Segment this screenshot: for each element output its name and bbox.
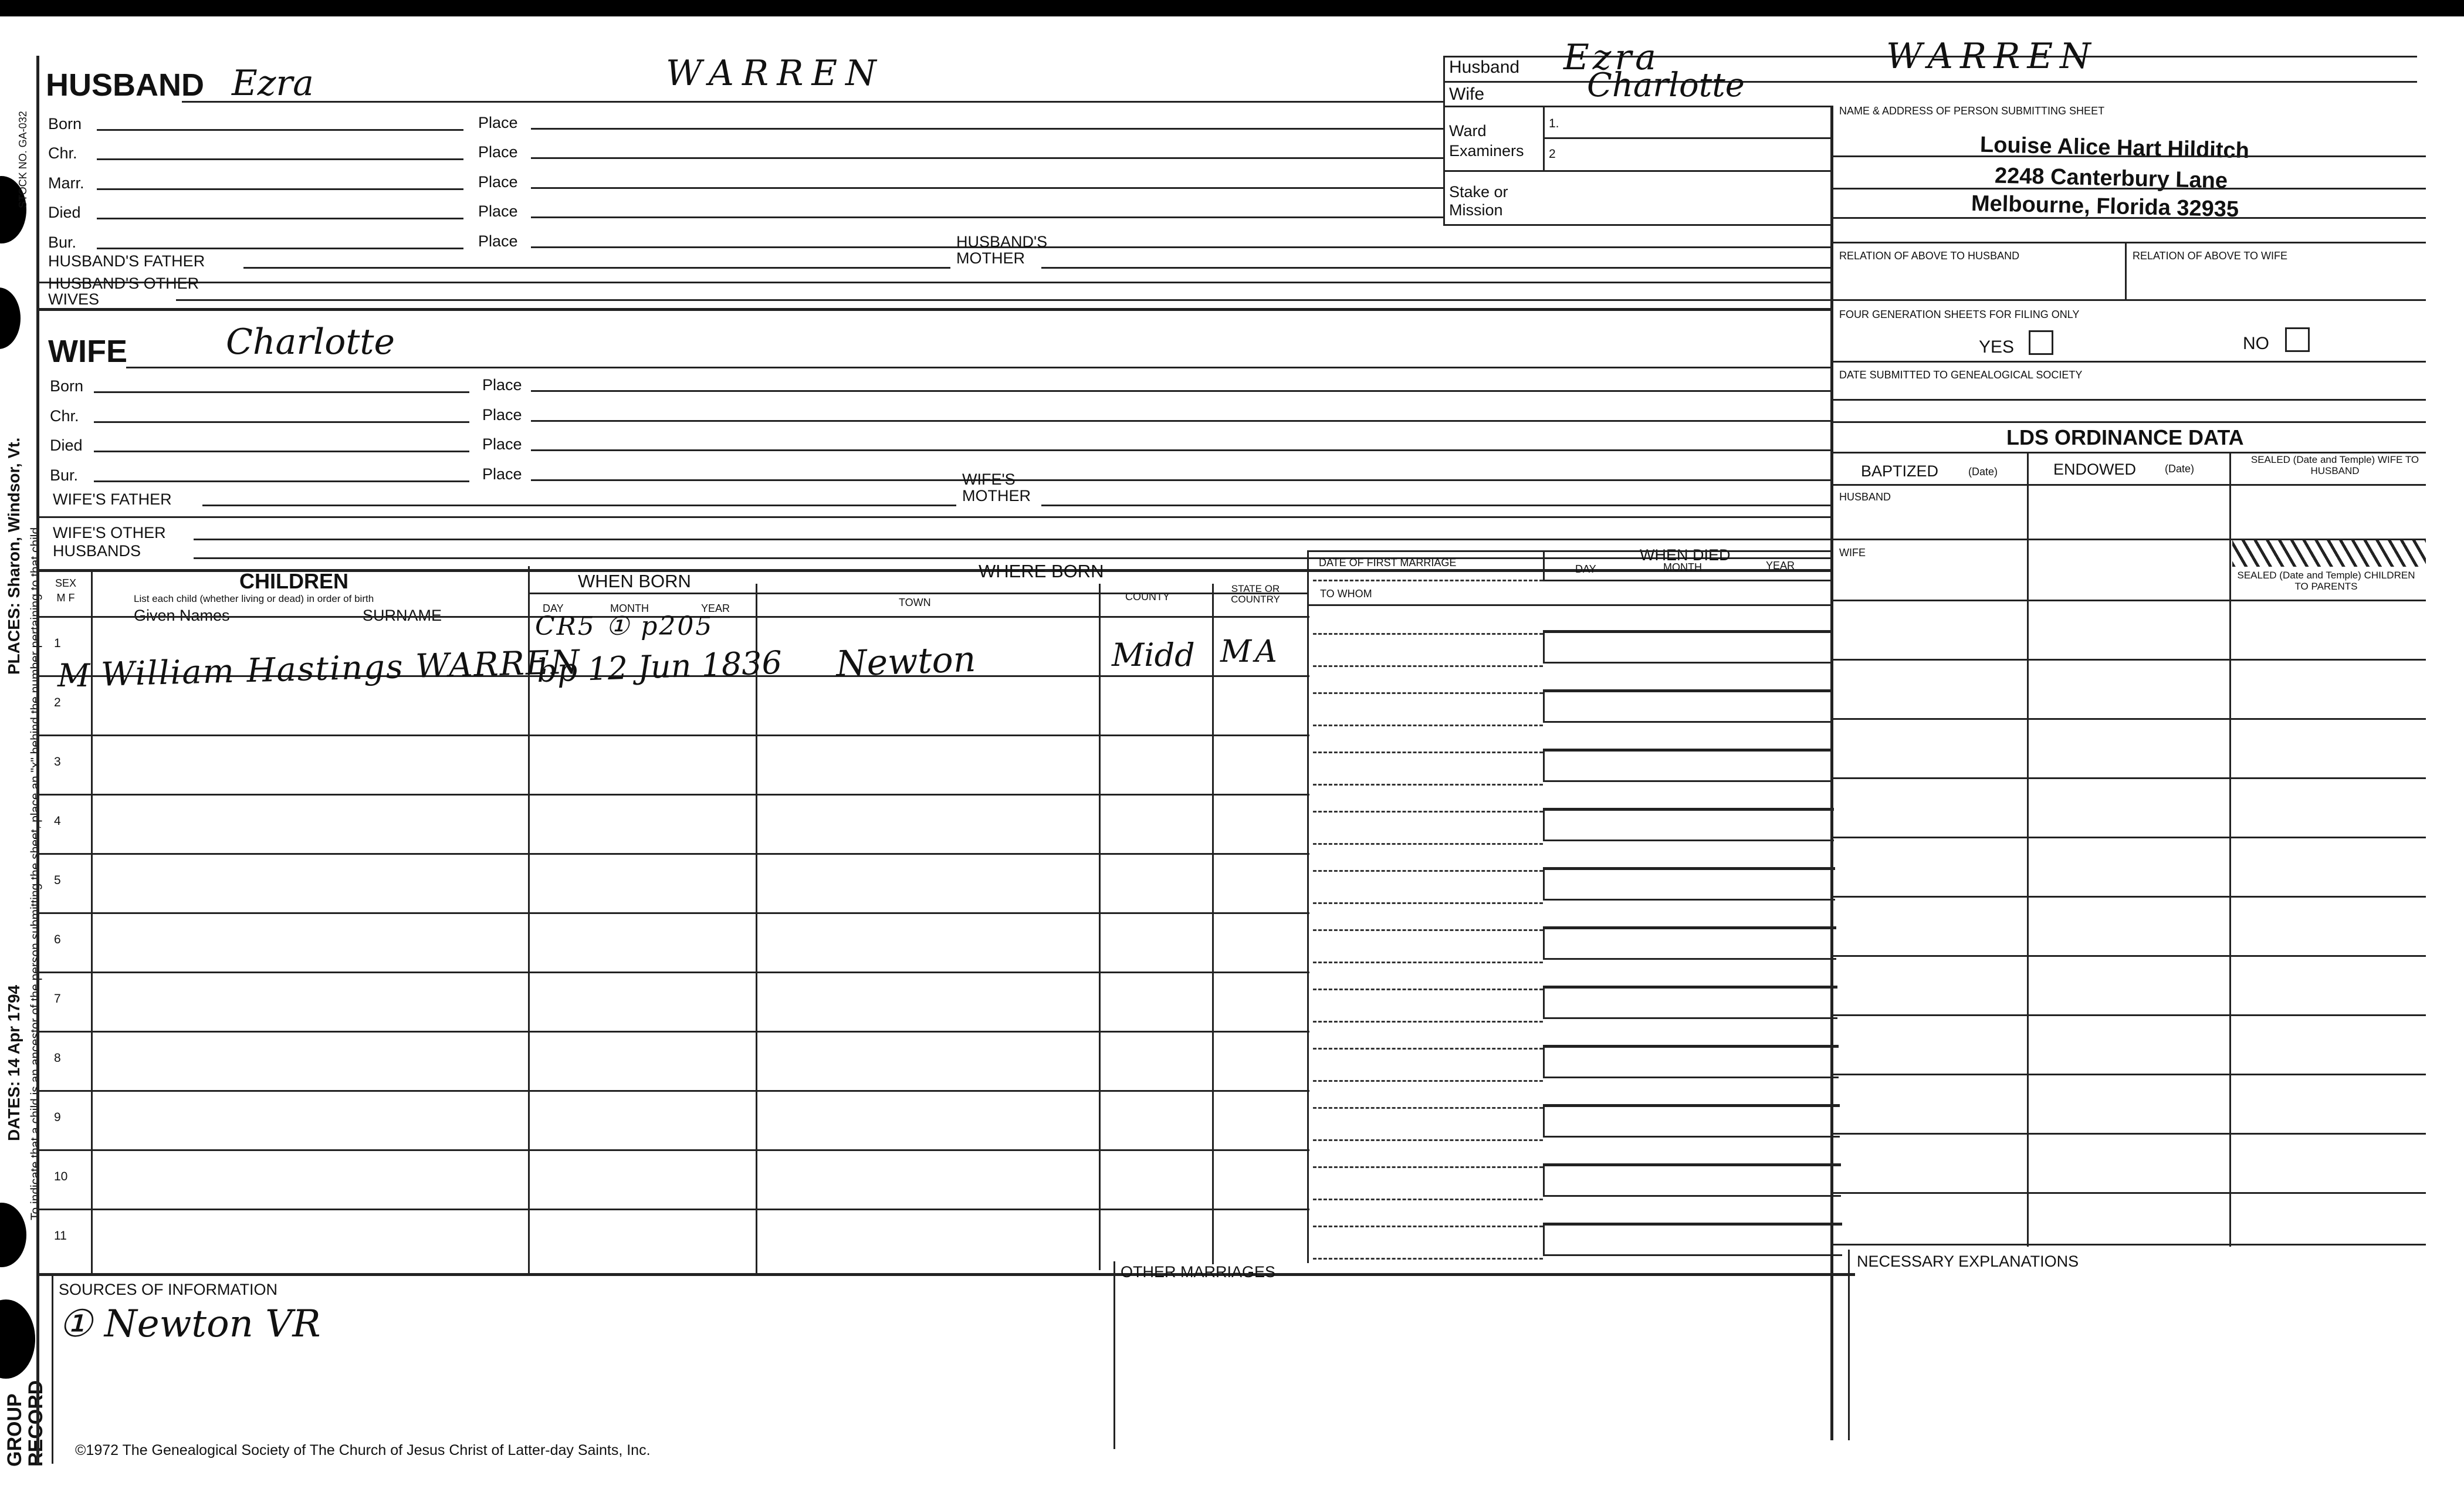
child-1-county: Midd <box>1112 637 1195 673</box>
child-row-line <box>36 1209 1309 1210</box>
lds-row-line <box>1833 1074 2426 1075</box>
when-born-label: WHEN BORN <box>578 571 691 591</box>
footer-top-line <box>36 1273 1855 1276</box>
husband-event-label: Bur. <box>48 233 77 251</box>
child-row-number: 2 <box>54 696 61 709</box>
lds-bottom-line <box>1833 1244 2426 1245</box>
wife-other-husbands-label: WIFE'S OTHER HUSBANDS <box>53 524 166 560</box>
sealed-children-label: SEALED (Date and Temple) CHILDREN TO PARENTS <box>2237 570 2415 592</box>
header-line <box>1308 604 1833 606</box>
husband-mother-label: HUSBAND'S MOTHER <box>956 233 1048 268</box>
relation-wife-label: RELATION OF ABOVE TO WIFE <box>2133 250 2288 262</box>
wife-place-label: Place <box>482 465 522 483</box>
state-label: STATE OR COUNTRY <box>1231 583 1280 605</box>
date-submitted-label: DATE SUBMITTED TO GENEALOGICAL SOCIETY <box>1839 369 2083 381</box>
died-line <box>1543 867 1835 870</box>
stock-number: STOCK NO. GA-032 <box>17 111 29 208</box>
husband-event-label: Born <box>48 115 82 133</box>
husband-event-label: Marr. <box>48 174 84 192</box>
examiners-label: Examiners <box>1449 142 1524 160</box>
marriage-dash <box>1313 1258 1543 1260</box>
dates-note: DATES: 14 Apr 1794 <box>5 984 23 1141</box>
husband-place-line <box>531 246 1830 248</box>
died-bracket <box>1543 1104 1545 1136</box>
marriage-dash <box>1313 692 1543 694</box>
marriage-dash <box>1313 784 1543 786</box>
right-column-border <box>1830 106 1833 1440</box>
sealed-wife-hatch <box>2232 539 2426 567</box>
wife-place-label: Place <box>482 406 522 424</box>
wife-given-name: Charlotte <box>226 321 395 363</box>
child-1-state: MA <box>1220 634 1281 669</box>
husband-given-name: Ezra <box>232 63 314 104</box>
husband-event-label: Died <box>48 204 81 221</box>
husband-place-line <box>531 187 1443 189</box>
no-checkbox[interactable] <box>2285 327 2310 352</box>
divider <box>36 282 1832 283</box>
wife-event-label: Chr. <box>50 407 79 425</box>
ward-wife-value: Charlotte <box>1587 66 1745 104</box>
died-line <box>1543 689 1832 692</box>
died-bracket <box>1543 926 1545 958</box>
died-month-label: MONTH <box>1663 561 1702 573</box>
died-line <box>1543 1195 1841 1197</box>
ward-husband-label: Husband <box>1449 57 1520 77</box>
lds-col-divider <box>2229 452 2231 1247</box>
husband-heading: HUSBAND <box>46 67 204 103</box>
lds-col-divider <box>2027 452 2029 1247</box>
binder-hole <box>0 1203 26 1267</box>
submitter-line-2: 2248 Canterbury Lane <box>1994 163 2228 194</box>
divider <box>1833 361 2426 363</box>
lds-husband-label: HUSBAND <box>1839 491 1891 503</box>
husband-place-label: Place <box>478 173 518 191</box>
stake-label: Stake or Mission <box>1449 183 1508 219</box>
ward-husband-given: Ezra <box>1563 37 1660 78</box>
died-line <box>1543 1077 1839 1078</box>
husband-place-label: Place <box>478 202 518 220</box>
husband-place-line <box>531 157 1443 159</box>
lds-title: LDS ORDINANCE DATA <box>2006 425 2244 449</box>
wife-event-date-line <box>94 391 469 393</box>
header-line <box>528 593 1308 594</box>
divider <box>1833 484 2426 486</box>
marriage-dash <box>1313 989 1543 990</box>
child-row-line <box>36 1149 1309 1151</box>
husband-place-line <box>531 128 1443 130</box>
child-row-number: 10 <box>54 1170 68 1183</box>
lds-row-line <box>1833 600 2426 601</box>
other-marriages-label: OTHER MARRIAGES <box>1121 1263 1276 1281</box>
died-bracket <box>1543 808 1545 840</box>
col-born-divider <box>756 584 757 1273</box>
baptized-date-label: (Date) <box>1968 466 1998 478</box>
yes-checkbox[interactable] <box>2029 330 2053 355</box>
ward-wife-label: Wife <box>1449 84 1484 104</box>
wife-place-line <box>531 390 1830 392</box>
husband-event-date-line <box>97 158 463 160</box>
endowed-label: ENDOWED <box>2053 461 2136 478</box>
lds-row-line <box>1833 718 2426 720</box>
marriage-dash <box>1313 870 1543 872</box>
wife-event-label: Died <box>50 436 83 454</box>
child-row-number: 4 <box>54 814 61 828</box>
born-day-label: DAY <box>543 603 564 614</box>
examiner-num-1: 1. <box>1549 117 1559 130</box>
no-label: NO <box>2243 334 2269 353</box>
ancestor-instruction: To indicate that a child is an ancestor of the person submitting the sheet, place an "x" behind the number pertaining to that child <box>29 527 42 1220</box>
where-born-label: WHERE BORN <box>979 561 1104 581</box>
marriage-dash <box>1313 1139 1543 1141</box>
marriage-dash <box>1313 843 1543 845</box>
lds-row-line <box>1833 1014 2426 1016</box>
child-row-line <box>36 1031 1309 1033</box>
when-died-label: WHEN DIED <box>1640 546 1731 564</box>
marriage-dash <box>1313 902 1543 904</box>
died-line <box>1543 926 1836 929</box>
died-line <box>1543 986 1837 989</box>
submitter-line-3: Melbourne, Florida 32935 <box>1971 191 2239 222</box>
marriage-dash <box>1313 1166 1543 1168</box>
died-bracket <box>1543 749 1545 780</box>
ward-divider <box>1443 106 1830 107</box>
marriage-dash <box>1313 725 1543 726</box>
to-whom-label: TO WHOM <box>1320 588 1372 600</box>
relation-husband-label: RELATION OF ABOVE TO HUSBAND <box>1839 250 2020 262</box>
divider <box>1833 421 2426 423</box>
child-row-number: 7 <box>54 992 61 1006</box>
lds-row-line <box>1833 1192 2426 1194</box>
top-edge-band <box>0 0 2464 16</box>
submitter-line <box>1833 242 2426 243</box>
died-line <box>1543 749 1833 752</box>
binder-hole <box>0 287 21 349</box>
frame-left <box>36 56 39 1464</box>
children-instruction: List each child (whether living or dead) in order of birth <box>134 593 374 604</box>
marriage-dash <box>1313 1080 1543 1082</box>
child-1-town: Newton <box>835 638 977 685</box>
places-note: PLACES: Sharon, Windsor, Vt. <box>5 437 23 675</box>
relation-divider <box>2125 242 2127 300</box>
group-record-label: GROUP RECORD <box>4 1380 47 1467</box>
husband-event-date-line <box>97 129 463 131</box>
husband-father-label: HUSBAND'S FATHER <box>48 252 205 270</box>
husband-place-label: Place <box>478 114 518 131</box>
husband-surname: WARREN <box>666 53 885 94</box>
marriage-dash <box>1313 1021 1543 1023</box>
died-bracket <box>1543 1045 1545 1077</box>
first-marriage-label: DATE OF FIRST MARRIAGE <box>1319 557 1457 568</box>
marriage-dash <box>1313 633 1543 635</box>
marriage-dash <box>1313 1107 1543 1109</box>
born-month-label: MONTH <box>610 603 649 614</box>
submitter-label: NAME & ADDRESS OF PERSON SUBMITTING SHEET <box>1839 105 2105 117</box>
husband-place-label: Place <box>478 232 518 250</box>
child-row-line <box>36 912 1309 914</box>
child-1-sex: M <box>57 657 90 694</box>
died-bracket <box>1543 1223 1545 1254</box>
ward-husband-surname: WARREN <box>1886 36 2098 77</box>
wife-place-line <box>531 479 1830 481</box>
marriage-dash <box>1313 1048 1543 1050</box>
lds-row-line <box>1833 896 2426 898</box>
children-heading: CHILDREN <box>239 569 348 593</box>
right-column-border-2 <box>1848 1250 1850 1440</box>
died-line <box>1543 662 1830 664</box>
marriage-dash <box>1313 1199 1543 1200</box>
explanations-label: NECESSARY EXPLANATIONS <box>1857 1253 2079 1270</box>
husband-place-label: Place <box>478 143 518 161</box>
child-1-born: bp 12 Jun 1836 <box>536 644 783 690</box>
divider <box>1833 452 2426 453</box>
husband-other-wives-label: HUSBAND'S OTHER WIVES <box>48 275 199 308</box>
frame-left-lower <box>52 1273 53 1464</box>
other-wives-line <box>176 299 1830 301</box>
wife-father-label: WIFE'S FATHER <box>53 490 172 508</box>
husband-name-line <box>182 101 1443 103</box>
copyright: ©1972 The Genealogical Society of The Church of Jesus Christ of Latter-day Saints, Inc. <box>75 1442 651 1458</box>
wife-mother-label: WIFE'S MOTHER <box>962 471 1031 505</box>
born-year-label: YEAR <box>701 603 730 614</box>
died-line <box>1543 840 1834 841</box>
lds-row-line <box>1833 1133 2426 1135</box>
submitter-line <box>1833 155 2426 157</box>
child-row-line <box>36 794 1309 796</box>
four-gen-label: FOUR GENERATION SHEETS FOR FILING ONLY <box>1839 309 2080 320</box>
died-line <box>1543 899 1835 901</box>
husband-event-label: Chr. <box>48 144 77 162</box>
died-line <box>1543 721 1832 723</box>
died-line <box>1543 958 1836 960</box>
child-row-number: 3 <box>54 755 61 769</box>
col-county-divider <box>1212 584 1214 1264</box>
child-row-number: 8 <box>54 1051 61 1065</box>
died-line <box>1543 1045 1839 1048</box>
town-label: TOWN <box>899 597 931 608</box>
died-line <box>1543 1163 1841 1166</box>
county-label: COUNTY <box>1125 591 1170 603</box>
mother-line <box>1041 505 1830 506</box>
given-names-label: Given Names <box>134 607 230 624</box>
died-line <box>1543 1136 1840 1138</box>
wife-event-date-line <box>94 480 469 482</box>
died-line <box>1543 780 1833 782</box>
marriage-dash <box>1313 962 1543 963</box>
baptized-label: BAPTIZED <box>1861 462 1939 480</box>
lds-row-line <box>1833 659 2426 661</box>
wife-place-label: Place <box>482 435 522 453</box>
yes-label: YES <box>1979 337 2015 357</box>
child-row-number: 6 <box>54 933 61 946</box>
died-line <box>1543 808 1834 811</box>
died-bracket <box>1543 689 1545 721</box>
husband-place-line <box>531 216 1443 218</box>
ward-divider <box>1443 170 1830 172</box>
died-line <box>1543 1254 1842 1256</box>
marriage-dash <box>1313 1226 1543 1227</box>
died-line <box>1543 1104 1840 1107</box>
lds-row-line <box>1833 777 2426 779</box>
divider <box>36 308 1832 311</box>
died-bracket <box>1543 630 1545 662</box>
child-1-born-note: CR5 ① p205 <box>535 611 714 641</box>
marriage-dash <box>1313 811 1543 813</box>
died-year-label: YEAR <box>1766 560 1795 571</box>
sex-label: SEX M F <box>55 577 77 604</box>
sealed-wife-label: SEALED (Date and Temple) WIFE TO HUSBAND <box>2250 454 2419 476</box>
col-state-divider <box>1307 550 1309 1263</box>
footer-divider <box>1113 1261 1115 1449</box>
lds-row-line <box>1833 837 2426 838</box>
died-day-label: DAY <box>1575 563 1596 575</box>
endowed-date-label: (Date) <box>2165 463 2195 475</box>
wife-event-label: Born <box>50 377 84 395</box>
marriage-dash <box>1313 929 1543 931</box>
wife-place-line <box>531 420 1830 422</box>
child-row-line <box>36 735 1309 736</box>
child-row-number: 11 <box>54 1229 67 1243</box>
examiner-num-2: 2 <box>1549 147 1556 161</box>
ward-divider <box>1443 224 1830 226</box>
child-row-number: 5 <box>54 874 61 887</box>
child-row-line <box>36 972 1309 973</box>
died-bracket <box>1543 867 1545 899</box>
died-line <box>1543 580 1830 581</box>
sources-label: SOURCES OF INFORMATION <box>59 1281 278 1298</box>
husband-event-date-line <box>97 248 463 249</box>
child-1-name: William Hastings WARREN <box>100 643 581 694</box>
died-header-line <box>1308 550 1830 552</box>
submitter-line-1: Louise Alice Hart Hilditch <box>1979 132 2250 164</box>
marriage-dash <box>1313 752 1543 753</box>
divider <box>36 516 1832 518</box>
child-row-number: 9 <box>54 1111 61 1124</box>
lds-row-line <box>1833 955 2426 957</box>
other-husbands-line <box>194 539 1830 540</box>
husband-event-date-line <box>97 218 463 219</box>
father-line <box>243 267 950 269</box>
child-row-line <box>36 1090 1309 1092</box>
wife-name-line <box>126 367 1830 368</box>
mother-line <box>1041 267 1830 269</box>
sources-value: ① Newton VR <box>59 1302 321 1346</box>
died-line <box>1543 1017 1837 1019</box>
wife-place-label: Place <box>482 376 522 394</box>
marriage-dash <box>1313 580 1543 581</box>
wife-event-date-line <box>94 451 469 452</box>
wife-place-line <box>531 449 1830 451</box>
child-row-line <box>36 853 1309 855</box>
divider <box>1833 539 2426 540</box>
died-line <box>1543 1223 1842 1226</box>
died-bracket <box>1543 986 1545 1017</box>
husband-event-date-line <box>97 188 463 190</box>
col-town-divider <box>1099 584 1101 1270</box>
surname-label: SURNAME <box>363 607 442 624</box>
child-row-number: 1 <box>54 637 61 650</box>
relation-line <box>1833 299 2426 301</box>
died-header-divider <box>1543 550 1545 580</box>
divider <box>1833 399 2426 401</box>
died-bracket <box>1543 1163 1545 1195</box>
died-line <box>1543 630 1830 633</box>
wife-heading: WIFE <box>48 334 127 369</box>
marriage-dash <box>1313 665 1543 667</box>
ward-divider <box>1543 137 1830 139</box>
wife-event-date-line <box>94 421 469 423</box>
binder-hole <box>0 1299 35 1379</box>
ward-label: Ward <box>1449 122 1487 140</box>
father-line <box>202 505 956 506</box>
lds-wife-label: WIFE <box>1839 547 1866 559</box>
submitter-line <box>1833 217 2426 219</box>
submitter-line <box>1833 188 2426 189</box>
other-husbands-line <box>194 557 1830 559</box>
wife-event-label: Bur. <box>50 466 79 484</box>
